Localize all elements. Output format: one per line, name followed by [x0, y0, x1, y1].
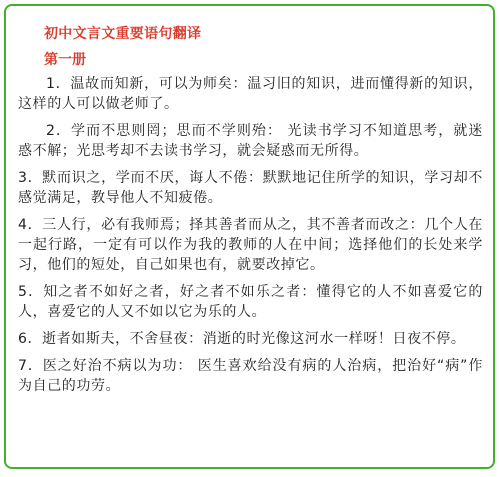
translation-entry-7: 7．医之好治不病以为功： 医生喜欢给没有病的人治病，把治好“病”作为自己的功劳。: [18, 358, 483, 394]
section-heading: 第一册: [44, 52, 86, 68]
document-title: 初中文言文重要语句翻译: [44, 26, 202, 42]
document-frame: [4, 4, 495, 469]
translation-entry-5: 5．知之者不如好之者，好之者不如乐之者：懂得它的人不如喜爱它的人，喜爱它的人又不如以它为乐的人。: [18, 284, 483, 320]
translation-entry-3: 3．默而识之，学而不厌，诲人不倦：默默地记住所学的知识，学习却不感觉满足，教导他人不知疲倦。: [18, 170, 483, 206]
translation-list: [18, 74, 483, 396]
translation-entry-2: 2．学而不思则罔；思而不学则殆： 光读书学习不知道思考，就迷惑不解；光思考却不去读书学习，就会疑惑而无所得。: [18, 123, 483, 159]
translation-entry-6: 6．逝者如斯夫，不舍昼夜：消逝的时光像这河水一样呀！日夜不停。: [18, 331, 466, 347]
translation-entry-1: 1．温故而知新，可以为师矣：温习旧的知识，进而懂得新的知识，这样的人可以做老师了。: [18, 76, 483, 112]
translation-entry-4: 4．三人行，必有我师焉；择其善者而从之，其不善者而改之：几个人在一起行路，一定有可以作为我的教师的人在中间；选择他们的长处来学习，他们的短处，自己如果也有，就要改掉它。: [18, 217, 483, 273]
